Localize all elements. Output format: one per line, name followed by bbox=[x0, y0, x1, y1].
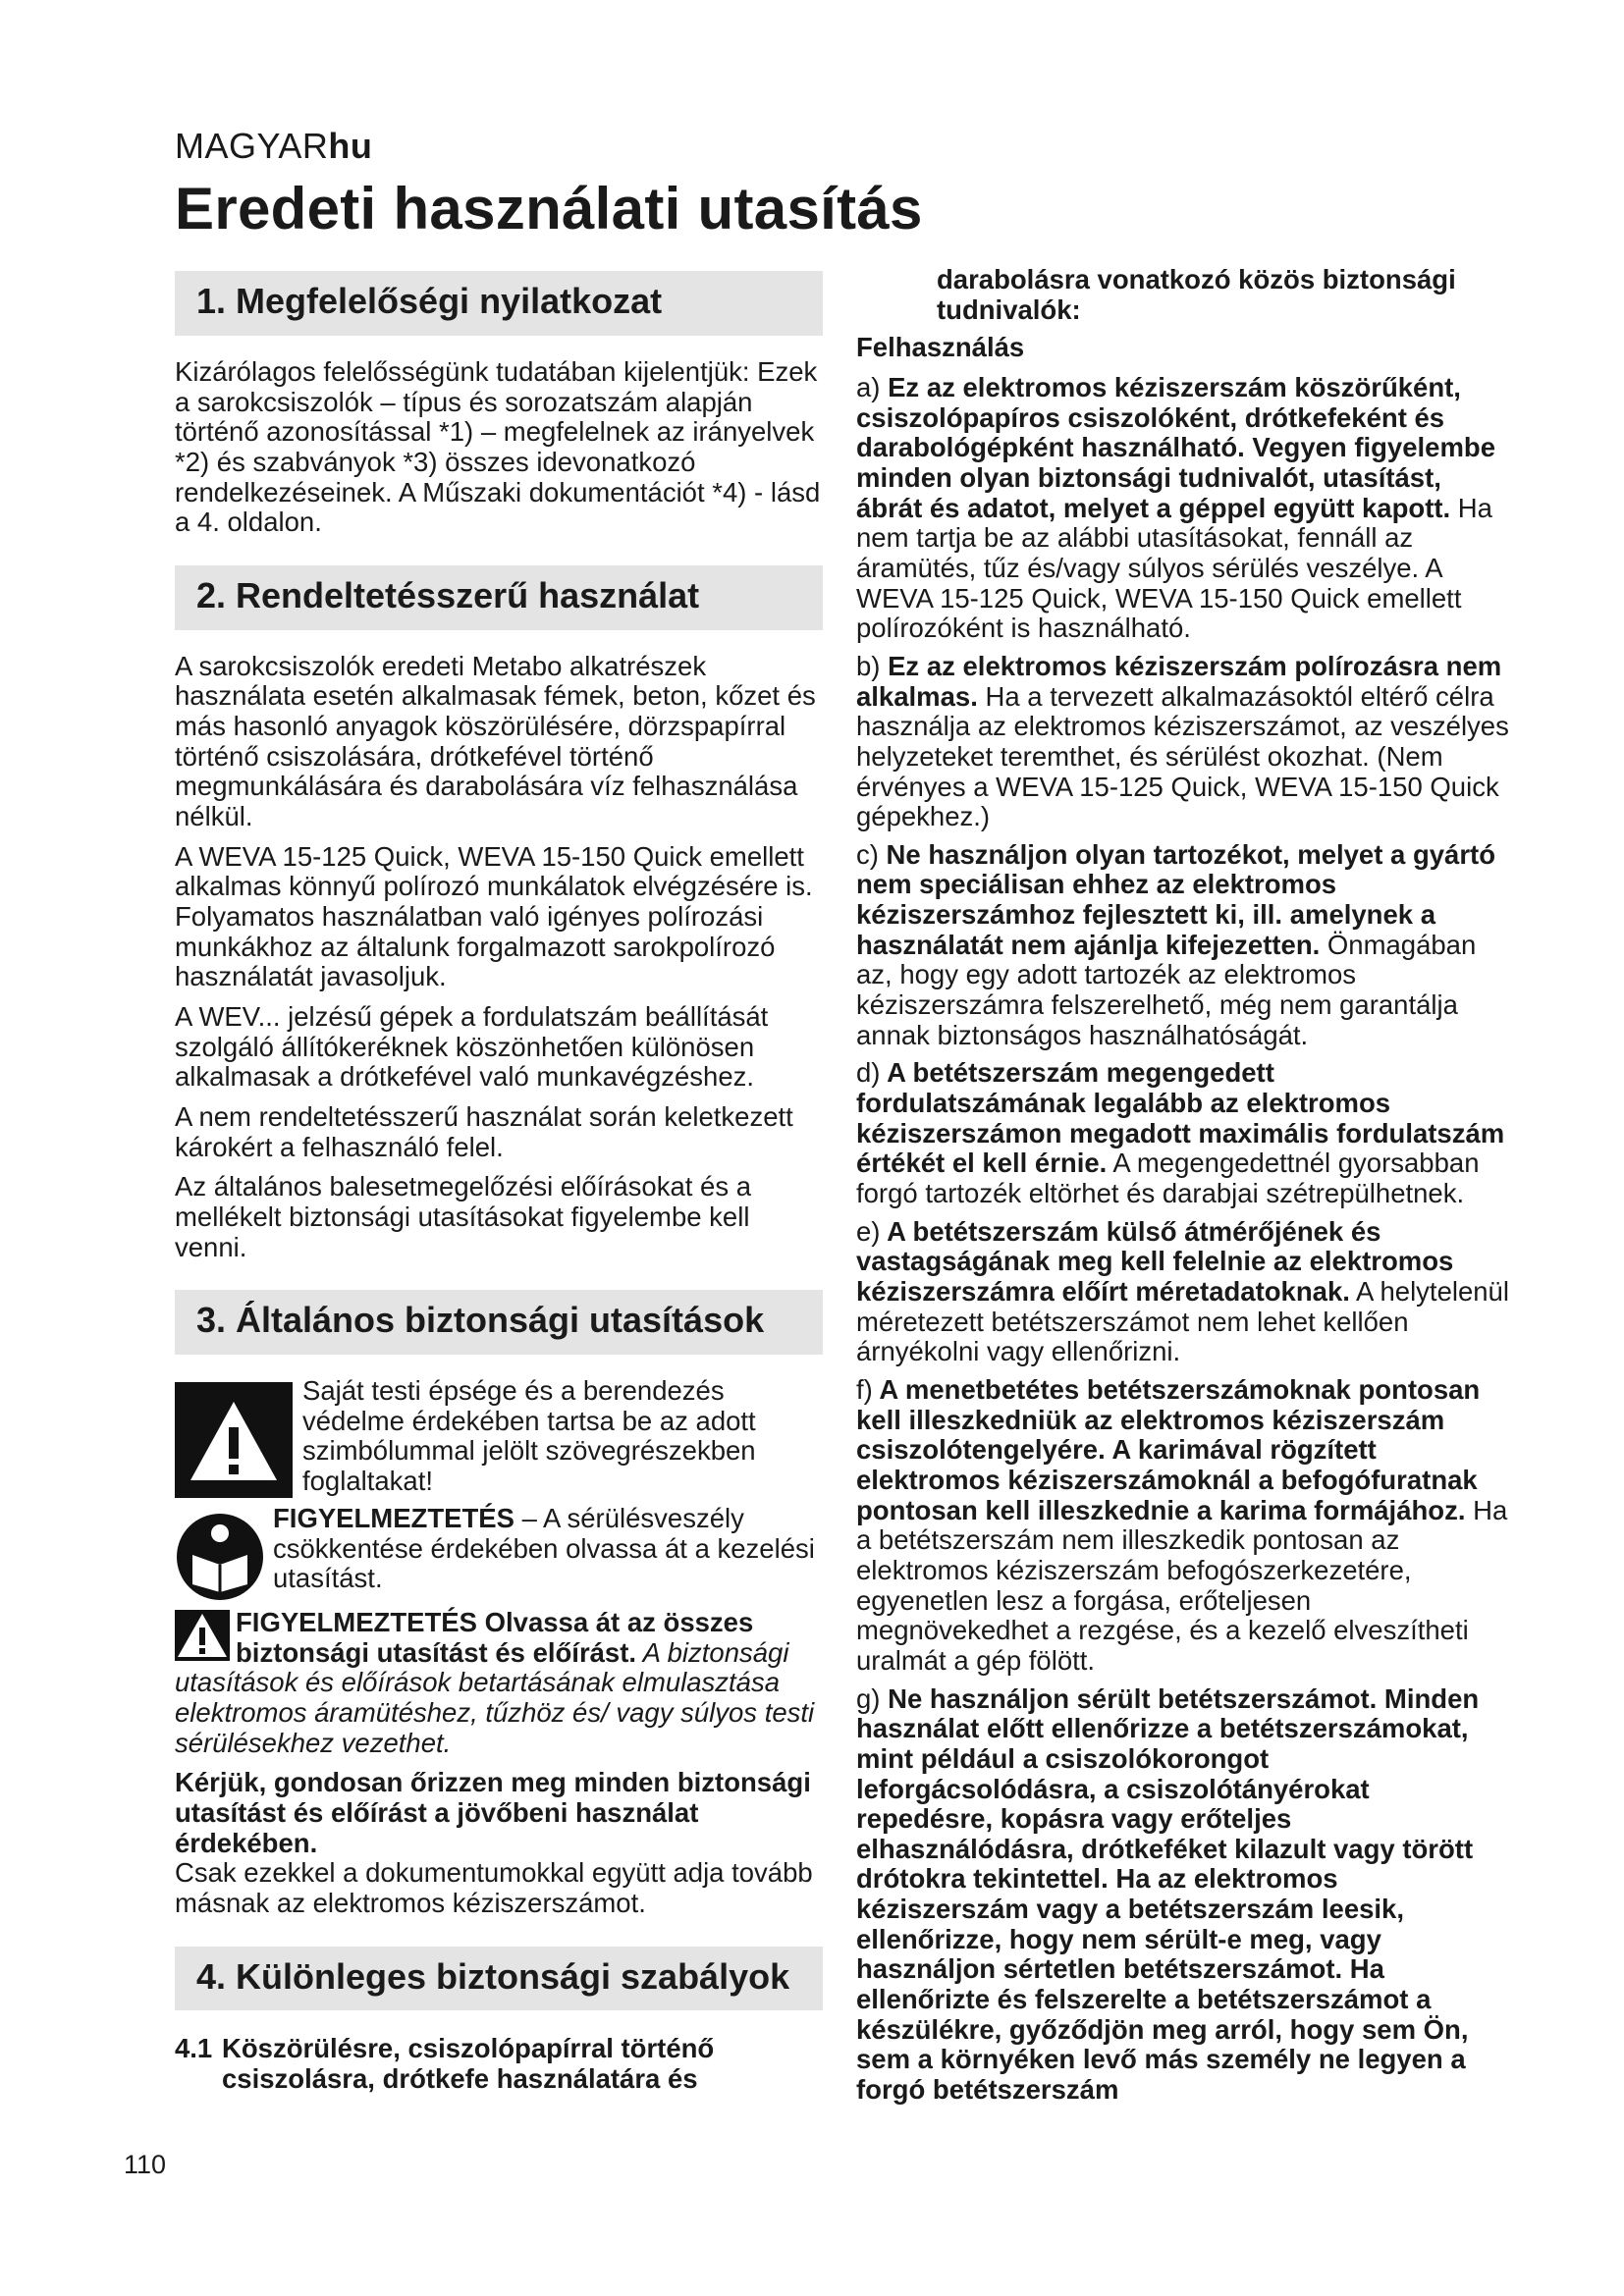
list-item bbox=[856, 840, 1509, 1051]
item-label: a) bbox=[856, 371, 881, 402]
subsection-title-continued: darabolásra vonatkozó közös biztonsági tudnivalók: bbox=[937, 264, 1456, 325]
item-bold: Ne használjon olyan tartozékot, melyet a gyártó nem speciálisan ehhez az elektromos kéziszerszámhoz fejlesztett ki, ill. amelynek a használatát nem ajánlja kifejezetten. bbox=[856, 838, 1496, 960]
right-column bbox=[856, 264, 1509, 2113]
list-item bbox=[856, 373, 1509, 644]
list-item bbox=[856, 1058, 1509, 1208]
section-number: 1. bbox=[196, 281, 227, 321]
read-manual-text bbox=[273, 1504, 823, 1594]
section-heading-4 bbox=[175, 1947, 823, 2011]
keep-instructions-text: Csak ezekkel a dokumentumokkal együtt adja tovább másnak az elektromos kéziszerszámot. bbox=[175, 1857, 813, 1918]
document-title: Eredeti használati utasítás bbox=[175, 176, 923, 241]
item-label: g) bbox=[856, 1682, 881, 1714]
usage-heading: Felhasználás bbox=[856, 332, 1025, 363]
read-manual-bold: FIGYELMEZTETÉS bbox=[273, 1503, 514, 1534]
language-code: hu bbox=[328, 126, 373, 166]
read-manual-rest: – A sérülésveszély csökkentése érdekében olvassa át a kezelési utasítást. bbox=[273, 1503, 815, 1594]
item-bold: A betétszerszám megengedett fordulatszámának legalább az elektromos kéziszerszámon megadott maximális fordulatszám értékét el kell érnie. bbox=[856, 1057, 1505, 1179]
section-title: Különleges biztonsági szabályok bbox=[236, 1955, 790, 1997]
section-heading-2 bbox=[175, 565, 823, 630]
item-bold: A menetbetétes betétszerszámoknak pontosan kell illeszkedniük az elektromos kéziszerszám csiszolótengelyére. A karimával rögzített elektromos kéziszerszámoknál a befogófuratnak pontosan kell illeszkednie a karima formájához. bbox=[856, 1373, 1481, 1525]
section-number: 2. bbox=[196, 574, 227, 615]
paragraph: A sarokcsiszolók eredeti Metabo alkatrészek használata esetén alkalmasak fémek, beton, kőzet és más hasonló anyagok köszörülésére, dörzspapírral történő csiszolására, drótkefével történő megmunkálására és darabolására víz felhasználása nélkül. bbox=[175, 650, 816, 831]
item-bold: Ez az elektromos kéziszerszám köszörűként, csiszolópapíros csiszolóként, drótkefeként és darabológépként használható. Vegyen figyelembe minden olyan biztonsági tudnivalót, utasítást, ábrát és adatot, melyet a géppel együtt kapott. bbox=[856, 371, 1496, 523]
read-all-warning bbox=[175, 1608, 823, 1758]
item-label: d) bbox=[856, 1057, 881, 1089]
page-number: 110 bbox=[124, 2150, 167, 2179]
left-column bbox=[175, 271, 823, 2095]
warning-triangle-icon bbox=[175, 1382, 293, 1498]
list-item bbox=[856, 1684, 1509, 2106]
section-number: 4. bbox=[196, 1955, 227, 1997]
subsection-number: 4.1 bbox=[175, 2033, 213, 2064]
read-all-italic: A biztonsági utasítások és előírások betartásának elmulasztása elektromos áramütéshez, tűzhöz és/ vagy súlyos testi sérülésekhez vezethet. bbox=[175, 1636, 815, 1758]
item-bold: Ez az elektromos kéziszerszám polírozásra nem alkalmas. bbox=[856, 650, 1502, 712]
warning-text: Saját testi épsége és a berendezés védelme érdekében tartsa be az adott szimbólummal jelölt szövegrészekben foglaltakat! bbox=[302, 1375, 756, 1496]
item-label: c) bbox=[856, 838, 879, 870]
read-all-bold: FIGYELMEZTETÉS Olvassa át az összes biztonsági utasítást és előírást. bbox=[236, 1607, 754, 1668]
paragraph: A WEVA 15-125 Quick, WEVA 15-150 Quick emellett alkalmas könnyű polírozó munkálatok elvégzésére is. Folyamatos használatban való igényes polírozási munkákhoz az általunk forgalmazott sarokpolírozó használatát javasoljuk. bbox=[175, 840, 813, 992]
paragraph: A nem rendeltetésszerű használat során keletkezett károkért a felhasználó felel. bbox=[175, 1100, 793, 1162]
item-text: Önmagában az, hogy egy adott tartozék az elektromos kéziszerszámra felszerelhető, még nem garantálja annak biztonságos használhatóságát. bbox=[856, 929, 1477, 1050]
item-text: A helytelenül méretezett betétszerszámot nem lehet kellően árnyékolni vagy ellenőrizni. bbox=[856, 1276, 1509, 1367]
warning-block bbox=[175, 1376, 823, 1498]
list-item bbox=[856, 1217, 1509, 1367]
item-text: A megengedettnél gyorsabban forgó tartozék eltörhet és darabjai szétrepülhetnek. bbox=[856, 1148, 1480, 1209]
section-title: Megfelelőségi nyilatkozat bbox=[236, 281, 663, 321]
item-label: b) bbox=[856, 650, 881, 681]
subsection-title: Köszörülésre, csiszolópapírral történő csiszolásra, drótkefe használatára és bbox=[222, 2033, 715, 2095]
section-heading-3 bbox=[175, 1290, 823, 1355]
item-bold: Ne használjon sérült betétszerszámot. Minden használat előtt ellenőrizze a betétszerszámokat, mint például a csiszolókorongot leforgácsolódásra, a csiszolótányérokat repedésre, kopásra vagy erőteljes elhasználódásra, drótkeféket kilazult vagy törött drótokra tekintettel. Ha az elektromos kéziszerszám vagy a betétszerszám leesik, ellenőrizze, hogy nem sérült-e meg, vagy használjon sértetlen betétszerszámot. Ha ellenőrizte és felszerelte a betétszerszámot a készülékre, győződjön meg arról, hogy sem Ön, sem a környéken levő más személy ne legyen a forgó betétszerszám bbox=[856, 1682, 1480, 2106]
list-item bbox=[856, 1375, 1509, 1677]
section-number: 3. bbox=[196, 1300, 227, 1341]
read-manual-block bbox=[175, 1504, 823, 1602]
language-label bbox=[175, 126, 372, 167]
list-item bbox=[856, 652, 1509, 832]
item-label: f) bbox=[856, 1373, 873, 1405]
paragraph: Az általános balesetmegelőzési előírásokat és a mellékelt biztonsági utasításokat figyelembe kell venni. bbox=[175, 1171, 752, 1262]
paragraph: A WEV... jelzésű gépek a fordulatszám beállítását szolgáló állítókeréknek köszönhetően különösen alkalmasak a drótkefével való munkavégzéshez. bbox=[175, 1000, 769, 1093]
item-label: e) bbox=[856, 1215, 881, 1247]
item-bold: A betétszerszám külső átmérőjének és vastagságának meg kell felelnie az elektromos kéziszerszámra előírt méretadatoknak. bbox=[856, 1215, 1454, 1307]
subsection-heading bbox=[175, 2034, 823, 2094]
language-name: MAGYAR bbox=[175, 126, 329, 166]
keep-instructions-bold: Kérjük, gondosan őrizzen meg minden biztonsági utasítást és előírást a jövőbeni használat érdekében. bbox=[175, 1767, 811, 1858]
item-text: Ha a tervezett alkalmazásoktól eltérő célra használja az elektromos kéziszerszámot, az veszélyes helyzeteket teremthet, és sérülést okozhat. (Nem érvényes a WEVA 15-125 Quick, WEVA 15-150 Quick gépekhez.) bbox=[856, 680, 1509, 832]
section-heading-1 bbox=[175, 271, 823, 336]
declaration-text: Kizárólagos felelősségünk tudatában kijelentjük: Ezek a sarokcsiszolók – típus és sorozatszám alapján történő azonosítással *1) – megfelelnek az irányelvek *2) és szabványok *3) összes idevonatkozó rendelkezéseinek. A Műszaki dokumentációt *4) - lásd a 4. oldalon. bbox=[175, 355, 821, 538]
item-text: Ha nem tartja be az alábbi utasításokat, fennáll az áramütés, tűz és/vagy súlyos sérülés veszélye. A WEVA 15-125 Quick, WEVA 15-150 Quick emellett polírozóként is használható. bbox=[856, 492, 1492, 644]
section-title: Rendeltetésszerű használat bbox=[236, 574, 700, 615]
read-manual-icon bbox=[175, 1512, 265, 1602]
warning-triangle-icon bbox=[175, 1610, 230, 1661]
section-title: Általános biztonsági utasítások bbox=[236, 1300, 765, 1341]
item-text: Ha a betétszerszám nem illeszkedik pontosan az elektromos kéziszerszám befogószerkezetére, egyenetlen lesz a forgása, erőteljesen megnövekedhet a rezgése, és a kezelő elveszítheti uralmát a gép fölött. bbox=[856, 1494, 1508, 1676]
